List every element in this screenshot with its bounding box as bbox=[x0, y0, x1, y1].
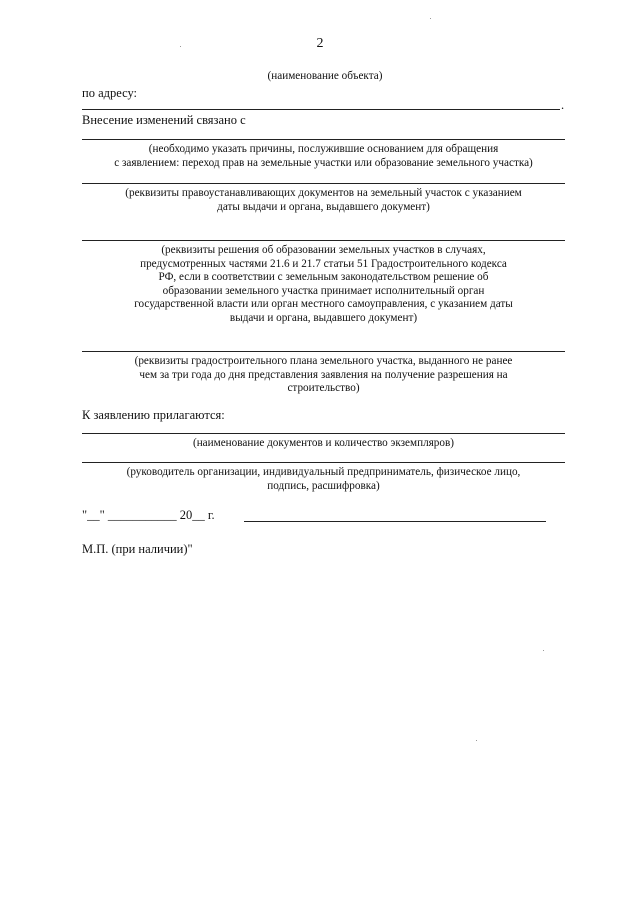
signer-line bbox=[82, 462, 565, 463]
signer-caption bbox=[82, 466, 565, 493]
gpzu-line bbox=[82, 351, 565, 352]
decision-caption-line-6: выдачи и органа, выдавшего документ) bbox=[229, 311, 418, 324]
address-line bbox=[82, 109, 560, 110]
scan-speck bbox=[430, 18, 431, 19]
decision-caption-line-5: государственной власти или орган местного самоуправления, с указанием даты bbox=[134, 298, 513, 311]
reasons-caption-line-2: с заявлением: переход прав на земельные участки или образование земельного участка) bbox=[114, 156, 533, 169]
gpzu-caption bbox=[82, 355, 565, 396]
decision-caption-line-4: образовании земельного участка принимает исполнительный орган bbox=[162, 284, 485, 297]
title-docs-line bbox=[82, 183, 565, 184]
title-docs-caption bbox=[82, 187, 565, 214]
scan-speck bbox=[476, 740, 477, 741]
decision-line bbox=[82, 240, 565, 241]
attachments-label: К заявлению прилагаются: bbox=[82, 408, 225, 422]
decision-caption-line-3: РФ, если в соответствии с земельным законодательством решение об bbox=[158, 271, 489, 284]
gpzu-caption-line-1: (реквизиты градостроительного плана земельного участка, выданного не ранее bbox=[134, 355, 513, 367]
title-docs-caption-line-1: (реквизиты правоустанавливающих документов на земельный участок с указанием bbox=[125, 187, 522, 199]
date-line: "__" ___________ 20__ г. bbox=[82, 508, 215, 522]
title-docs-caption-line-2: даты выдачи и органа, выдавшего документ) bbox=[217, 200, 430, 213]
scan-speck bbox=[543, 650, 544, 651]
gpzu-caption-line-2: чем за три года до дня представления заявления на получение разрешения на bbox=[139, 368, 508, 381]
signer-caption-line-1: (руководитель организации, индивидуальный предприниматель, физическое лицо, bbox=[126, 466, 521, 478]
seal-label: М.П. (при наличии)" bbox=[82, 542, 193, 556]
date-signature-line bbox=[244, 521, 546, 522]
decision-caption bbox=[82, 244, 565, 326]
scan-speck bbox=[180, 46, 181, 47]
reasons-caption bbox=[82, 143, 565, 170]
decision-caption-line-1: (реквизиты решения об образовании земельных участков в случаях, bbox=[161, 244, 486, 256]
changes-label: Внесение изменений связано с bbox=[82, 113, 246, 127]
reasons-caption-line-1: (необходимо указать причины, послужившие основанием для обращения bbox=[148, 143, 499, 155]
object-name-caption: (наименование объекта) bbox=[267, 70, 383, 82]
attachments-line bbox=[82, 433, 565, 434]
page-number: 2 bbox=[316, 36, 324, 51]
address-label: по адресу: bbox=[82, 86, 138, 100]
address-end-mark: . bbox=[561, 98, 565, 112]
decision-caption-line-2: предусмотренных частями 21.6 и 21.7 статьи 51 Градостроительного кодекса bbox=[140, 257, 507, 270]
reasons-line bbox=[82, 139, 565, 140]
gpzu-caption-line-3: строительство) bbox=[287, 382, 360, 395]
attachments-caption: (наименование документов и количество экземпляров) bbox=[192, 437, 455, 449]
signer-caption-line-2: подпись, расшифровка) bbox=[267, 479, 380, 492]
